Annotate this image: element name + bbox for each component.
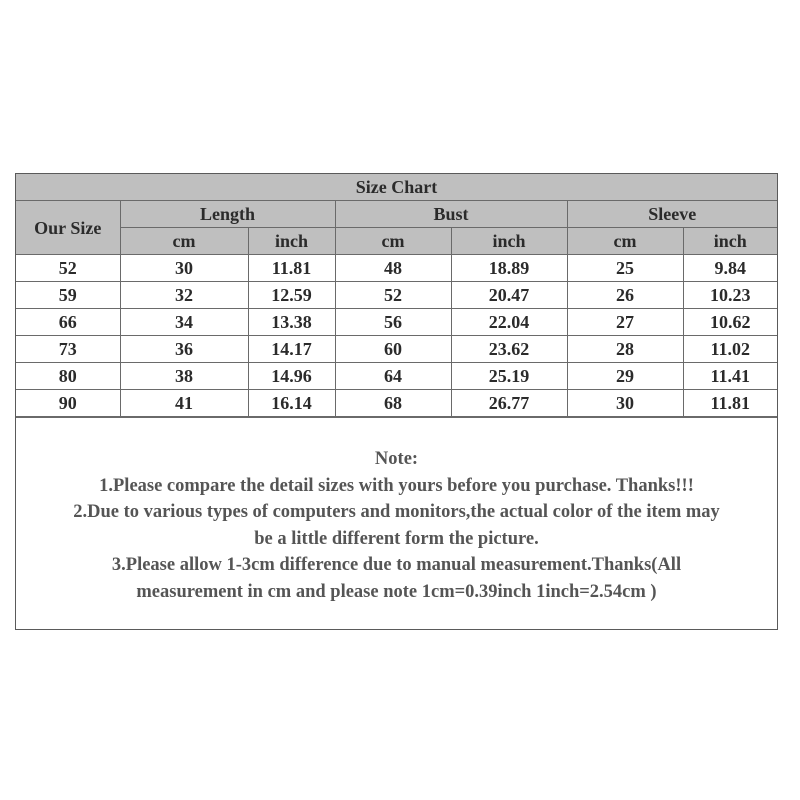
table-row [16, 282, 777, 309]
measurement-cell: 25.19 [451, 363, 567, 390]
measurement-cell: 10.62 [683, 309, 777, 336]
measurement-cell: 13.38 [248, 309, 335, 336]
measurement-cell: 64 [335, 363, 451, 390]
size-cell: 90 [16, 390, 120, 417]
unit-header: inch [248, 228, 335, 255]
size-cell: 66 [16, 309, 120, 336]
measurement-cell: 48 [335, 255, 451, 282]
measurement-cell: 10.23 [683, 282, 777, 309]
measurement-cell: 18.89 [451, 255, 567, 282]
measurement-cell: 23.62 [451, 336, 567, 363]
unit-header: cm [120, 228, 248, 255]
note-line: measurement in cm and please note 1cm=0.39inch 1inch=2.54cm ) [136, 581, 657, 602]
measurement-cell: 9.84 [683, 255, 777, 282]
note-line: 2.Due to various types of computers and monitors,the actual color of the item may [73, 502, 720, 522]
table-row [16, 255, 777, 282]
measurement-cell: 22.04 [451, 309, 567, 336]
measurement-cell: 28 [567, 336, 683, 363]
table-row [16, 309, 777, 336]
unit-header: cm [567, 228, 683, 255]
measurement-cell: 11.41 [683, 363, 777, 390]
note-line: 1.Please compare the detail sizes with yours before you purchase. Thanks!!! [99, 475, 694, 496]
size-cell: 73 [16, 336, 120, 363]
size-cell: 52 [16, 255, 120, 282]
measurement-cell: 11.81 [683, 390, 777, 417]
length-header: Length [120, 201, 335, 228]
measurement-cell: 11.02 [683, 336, 777, 363]
measurement-cell: 11.81 [248, 255, 335, 282]
sleeve-header: Sleeve [567, 201, 777, 228]
size-chart [15, 173, 778, 630]
measurement-cell: 26 [567, 282, 683, 309]
table-row [16, 363, 777, 390]
unit-header: inch [683, 228, 777, 255]
measurement-cell: 14.96 [248, 363, 335, 390]
measurement-cell: 30 [567, 390, 683, 417]
measurement-cell: 60 [335, 336, 451, 363]
measurement-cell: 38 [120, 363, 248, 390]
measurement-cell: 25 [567, 255, 683, 282]
unit-header: cm [335, 228, 451, 255]
our-size-header: Our Size [16, 201, 120, 255]
measurement-cell: 29 [567, 363, 683, 390]
note-line: be a little different form the picture. [254, 528, 539, 549]
bust-header: Bust [335, 201, 567, 228]
notes-section [16, 417, 777, 629]
size-cell: 59 [16, 282, 120, 309]
measurement-cell: 26.77 [451, 390, 567, 417]
measurement-cell: 34 [120, 309, 248, 336]
measurement-cell: 14.17 [248, 336, 335, 363]
measurement-cell: 30 [120, 255, 248, 282]
measurement-cell: 56 [335, 309, 451, 336]
measurement-cell: 16.14 [248, 390, 335, 417]
note-heading: Note: [374, 449, 419, 469]
unit-header: inch [451, 228, 567, 255]
measurement-cell: 12.59 [248, 282, 335, 309]
measurement-cell: 36 [120, 336, 248, 363]
measurement-cell: 68 [335, 390, 451, 417]
measurement-cell: 20.47 [451, 282, 567, 309]
measurement-cell: 41 [120, 390, 248, 417]
size-table [16, 174, 777, 417]
measurement-cell: 27 [567, 309, 683, 336]
size-cell: 80 [16, 363, 120, 390]
table-row [16, 390, 777, 417]
table-row [16, 336, 777, 363]
measurement-cell: 52 [335, 282, 451, 309]
table-title: Size Chart [16, 174, 777, 201]
note-line: 3.Please allow 1-3cm difference due to manual measurement.Thanks(All [111, 555, 682, 575]
measurement-cell: 32 [120, 282, 248, 309]
